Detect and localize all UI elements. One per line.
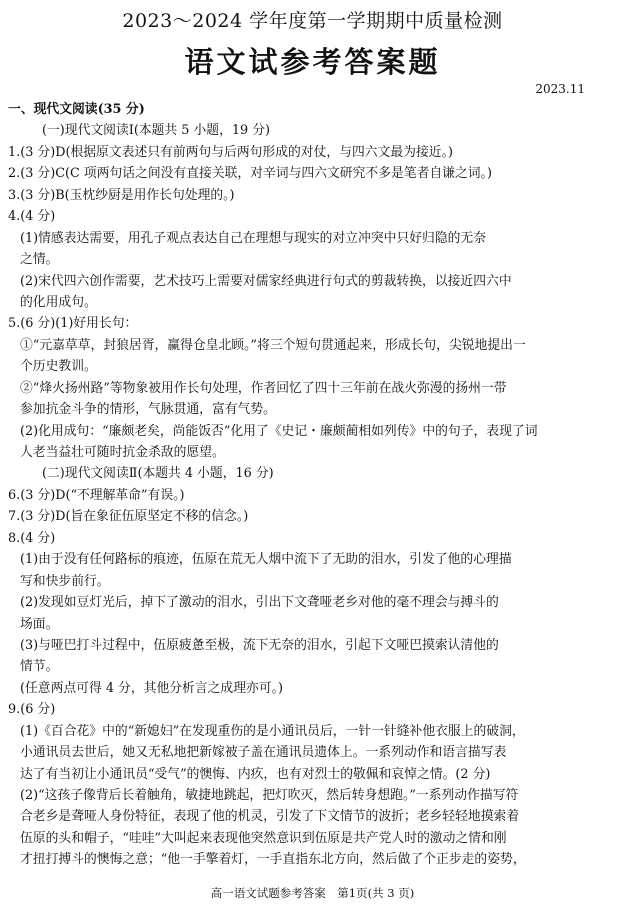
answer-line: 参加抗金斗争的情形，气脉贯通，富有气势。 bbox=[20, 402, 276, 418]
answer-line: (1)《百合花》中的“新媳妇”在发现重伤的是小通讯员后，一针一针缝补他衣服上的破洞， bbox=[20, 723, 525, 739]
answer-line: (一)现代文阅读Ⅰ(本题共 5 小题，19 分) bbox=[42, 123, 271, 139]
answer-line: 小通讯员去世后，她又无私地把新嫁被子盖在通讯员遗体上。一系列动作和语言描写表 bbox=[20, 745, 507, 761]
answer-line: 6.(3 分)D(“不理解革命”有误。) bbox=[8, 487, 185, 503]
answer-line: 的化用成句。 bbox=[20, 294, 97, 310]
page-title: 语文试参考答案题 bbox=[184, 45, 441, 79]
answer-line: (2)化用成句：“廉颇老矣，尚能饭否”化用了《史记・廉颇蔺相如列传》中的句子，表现了词 bbox=[20, 423, 538, 439]
answer-line: 合老乡是聋哑人身份特征，表现了他的机灵，引发了下文情节的波折；老乡轻轻地摸索着 bbox=[20, 809, 520, 825]
answer-content bbox=[8, 99, 613, 871]
answer-line: 4.(4 分) bbox=[8, 209, 56, 225]
answer-line: 之情。 bbox=[20, 252, 59, 268]
exam-term-title: 2023～2024 学年度第一学期期中质量检测 bbox=[122, 10, 503, 32]
answer-line: 伍原的头和帽子，“哇哇”大叫起来表现他突然意识到伍原是共产党人时的激动之情和刚 bbox=[20, 830, 507, 846]
answer-line: 人老当益壮可随时抗金杀敌的愿望。 bbox=[20, 445, 225, 460]
answer-line: ①“元嘉草草，封狼居胥，赢得仓皇北顾。”将三个短句贯通起来，形成长句，尖锐地提出一 bbox=[20, 337, 526, 353]
answer-line: 1.(3 分)D(根据原文表述只有前两句与后两句形成的对仗，与四六文最为接近。) bbox=[8, 144, 453, 160]
answer-line: (1)由于没有任何路标的痕迹，伍原在荒无人烟中流下了无助的泪水，引发了他的心理描 bbox=[20, 552, 512, 568]
answer-line: 8.(4 分) bbox=[8, 530, 56, 546]
answer-line: (2)发现如豆灯光后，掉下了激动的泪水，引出下文聋哑老乡对他的毫不理会与搏斗的 bbox=[20, 595, 499, 611]
answer-line: 个历史教训。 bbox=[20, 359, 97, 375]
answer-line: (1)情感表达需要，用孔子观点表达自己在理想与现实的对立冲突中只好归隐的无奈 bbox=[20, 230, 487, 246]
answer-line: ②“烽火扬州路”等物象被用作长句处理，作者回忆了四十三年前在战火弥漫的扬州一带 bbox=[20, 380, 507, 396]
answer-line: 情节。 bbox=[20, 659, 59, 675]
answer-line: 场面。 bbox=[20, 616, 59, 632]
answer-line: 3.(3 分)B(玉枕纱厨是用作长句处理的。) bbox=[8, 187, 235, 203]
page-footer: 高一语文试题参考答案 第1页(共 3 页) bbox=[210, 886, 415, 900]
answer-line: 7.(3 分)D(旨在象征伍原坚定不移的信念。) bbox=[8, 509, 249, 525]
answer-line: 9.(6 分) bbox=[8, 702, 56, 718]
exam-date: 2023.11 bbox=[535, 82, 585, 96]
answer-line: (2)宋代四六创作需要，艺术技巧上需要对儒家经典进行句式的剪裁转换，以接近四六中 bbox=[20, 273, 512, 289]
answer-line: (2)“这孩子像背后长着触角，敏捷地跳起，把灯吹灭，然后转身想跑。”一系列动作描写符 bbox=[20, 788, 519, 803]
answer-line: 达了有当初让小通讯员“受气”的懊悔、内疚，也有对烈士的敬佩和哀悼之情。(2 分) bbox=[20, 766, 491, 782]
answer-line: 5.(6 分)(1)好用长句： bbox=[8, 316, 138, 332]
answer-line: (二)现代文阅读Ⅱ(本题共 4 小题，16 分) bbox=[42, 466, 274, 482]
answer-line: (任意两点可得 4 分，其他分析言之成理亦可。) bbox=[20, 680, 284, 696]
answer-line: (3)与哑巴打斗过程中，伍原疲惫至极，流下无奈的泪水，引起下文哑巴摸索认清他的 bbox=[20, 637, 499, 653]
answer-line: 写和快步前行。 bbox=[20, 573, 110, 589]
answer-line: 才扭打搏斗的懊悔之意；“他一手擎着灯，一手直指东北方向，然后做了个正步走的姿势， bbox=[20, 852, 526, 868]
answer-line: 一、现代文阅读(35 分) bbox=[8, 102, 145, 117]
answer-line: 2.(3 分)C(C 项两句话之间没有直接关联，对辛词与四六文研究不多是笔者自谦之词。) bbox=[8, 166, 492, 182]
